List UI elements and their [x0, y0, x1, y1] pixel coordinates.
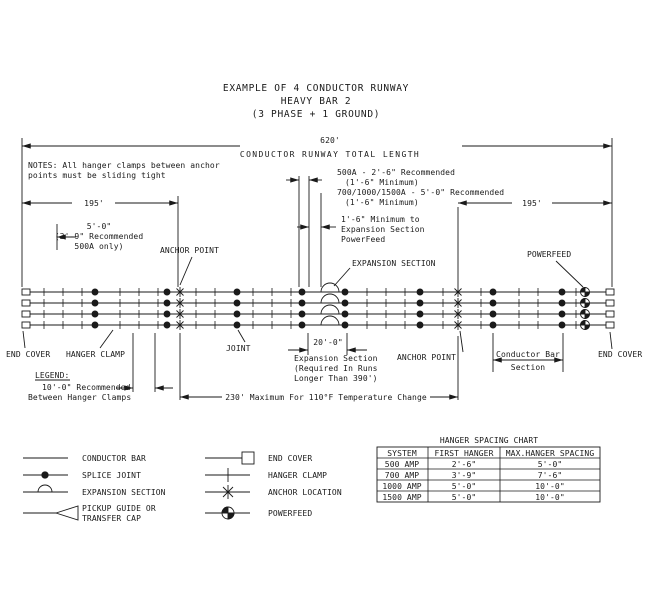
splice-joint-dot	[490, 300, 496, 306]
leader-line	[23, 331, 25, 348]
splice-joint-dot	[559, 322, 565, 328]
powerfeed-quadrant	[581, 288, 586, 293]
anchor-point-callout-right	[397, 331, 463, 362]
splice-joint-dot	[490, 311, 496, 317]
chart-cell: 5'-0"	[451, 493, 477, 502]
splice-joint-dot	[417, 322, 423, 328]
legend-note-block	[28, 333, 173, 402]
splice-joint-dot	[299, 300, 305, 306]
left-run-value: 195'	[84, 199, 104, 208]
splice-joint-dot	[234, 300, 240, 306]
expansion-arc	[321, 283, 339, 292]
hanger-clamp-label: HANGER CLAMP	[66, 350, 125, 359]
legend-label-hanger-clamp: HANGER CLAMP	[268, 471, 327, 480]
splice-joint-dot	[559, 300, 565, 306]
splice-joint-dot	[559, 289, 565, 295]
conductor-bar-section-callout	[493, 333, 563, 372]
end-cover-box	[22, 322, 30, 328]
legend-label-expansion-section: EXPANSION SECTION	[82, 488, 166, 497]
splice-joint-dot	[92, 289, 98, 295]
end-cover-box	[22, 289, 30, 295]
legend-note-line-2: 10'-0" Recommended	[42, 383, 131, 392]
leader-line	[238, 330, 245, 342]
splice-joint-dot	[299, 289, 305, 295]
powerfeed-symbol-quadrant	[222, 507, 228, 513]
splice-joint-dot	[92, 322, 98, 328]
end-cover-box	[22, 300, 30, 306]
splice-joint-dot	[164, 289, 170, 295]
splice-joint-dot	[164, 311, 170, 317]
total-length-value: 620'	[320, 136, 340, 145]
chart-cell: 1000 AMP	[382, 482, 422, 491]
powerfeed-quadrant	[581, 321, 586, 326]
first-hanger-note	[55, 222, 144, 251]
powerfeed-quadrant	[585, 314, 590, 319]
leader-line	[460, 331, 463, 352]
expansion-section-symbol-arc	[38, 485, 52, 492]
chart-cell: 7'-6"	[537, 471, 563, 480]
legend-block	[23, 452, 342, 523]
hanger-clamp-callout	[66, 330, 125, 359]
splice-joint-dot	[342, 322, 348, 328]
powerfeed-label: POWERFEED	[527, 250, 572, 259]
notes-line-1: NOTES: All hanger clamps between anchor	[28, 161, 220, 170]
expansion-clearance-note	[297, 215, 425, 244]
chart-cell: 500 AMP	[384, 460, 420, 469]
splice-joint-dot	[164, 322, 170, 328]
chart-cell: 10'-0"	[535, 493, 565, 502]
joint-label: JOINT	[226, 344, 251, 353]
end-cover-callout-left	[6, 331, 50, 359]
first-hanger-line-3: 500A only)	[74, 242, 124, 251]
dimension-total-length	[22, 136, 612, 287]
notes-block	[28, 161, 220, 180]
legend-label-splice-joint: SPLICE JOINT	[82, 471, 141, 480]
dimension-right-run	[458, 199, 612, 287]
splice-joint-dot	[417, 289, 423, 295]
chart-cell: 10'-0"	[535, 482, 565, 491]
powerfeed-quadrant	[585, 325, 590, 330]
end-cover-label: END COVER	[6, 350, 51, 359]
expansion-arc	[321, 305, 339, 314]
pickup-guide-symbol-funnel	[56, 506, 78, 520]
powerfeed-spacing-line-1: 500A - 2'-6" Recommended	[337, 168, 455, 177]
chart-row	[382, 482, 564, 491]
chart-cell: 2'-6"	[451, 460, 477, 469]
chart-header-max-spacing: MAX.HANGER SPACING	[505, 449, 595, 458]
splice-joint-symbol-dot	[42, 472, 48, 478]
anchor-point-callout-left	[160, 246, 219, 285]
total-length-label: CONDUCTOR RUNWAY TOTAL LENGTH	[239, 150, 421, 159]
chart-cell: 5'-0"	[537, 460, 563, 469]
splice-joint-dot	[342, 311, 348, 317]
expansion-clearance-line-1: 1'-6" Minimum to	[341, 215, 420, 224]
first-hanger-line-1: 5'-0"	[86, 222, 112, 231]
powerfeed-symbol-quadrant	[228, 513, 234, 519]
expansion-arc	[321, 294, 339, 303]
leader-line	[556, 261, 583, 287]
first-hanger-line-2: (3'-9" Recommended	[54, 232, 144, 241]
hanger-spacing-chart	[377, 436, 600, 502]
end-cover-box	[606, 322, 614, 328]
expansion-arc	[321, 316, 339, 325]
expansion-section-label: EXPANSION SECTION	[352, 259, 436, 268]
splice-joint-dot	[559, 311, 565, 317]
joint-callout	[226, 330, 251, 353]
chart-cell: 3'-9"	[451, 471, 477, 480]
splice-joint-dot	[417, 300, 423, 306]
leader-line	[334, 268, 350, 286]
powerfeed-quadrant	[585, 303, 590, 308]
powerfeed-quadrant	[581, 310, 586, 315]
legend-label-pickup-guide-2: TRANSFER CAP	[82, 514, 141, 523]
powerfeed-quadrant	[585, 292, 590, 297]
powerfeed-spacing-line-4: (1'-6" Minimum)	[345, 198, 419, 207]
chart-cell: 700 AMP	[384, 471, 420, 480]
end-cover-box	[606, 289, 614, 295]
end-cover-box	[606, 311, 614, 317]
end-cover-symbol-box	[242, 452, 254, 464]
end-cover-box	[606, 300, 614, 306]
splice-joint-dot	[234, 311, 240, 317]
leader-line	[610, 332, 612, 349]
legend-note-heading: LEGEND:	[35, 371, 70, 380]
splice-joint-dot	[490, 322, 496, 328]
end-cover-box	[22, 311, 30, 317]
splice-joint-dot	[164, 300, 170, 306]
expansion-dim-line-2: Expansion Section	[294, 354, 378, 363]
legend-label-anchor-location: ANCHOR LOCATION	[268, 488, 342, 497]
expansion-dimension-block	[288, 333, 378, 383]
splice-joint-dot	[490, 289, 496, 295]
splice-joint-dot	[342, 300, 348, 306]
expansion-clearance-line-2: Expansion Section	[341, 225, 425, 234]
splice-joint-dot	[234, 322, 240, 328]
chart-row	[382, 493, 564, 502]
leader-line	[180, 257, 192, 285]
chart-header-system: SYSTEM	[387, 449, 417, 458]
anchor-point-label: ANCHOR POINT	[397, 353, 456, 362]
splice-joint-dot	[342, 289, 348, 295]
legend-label-end-cover: END COVER	[268, 454, 313, 463]
chart-cell: 5'-0"	[451, 482, 477, 491]
conductor-bar-section-line-1: Conductor Bar	[496, 350, 560, 359]
powerfeed-spacing-line-3: 700/1000/1500A - 5'-0" Recommended	[337, 188, 505, 197]
powerfeed-callout	[527, 250, 583, 287]
expansion-dim-line-3: (Required In Runs	[294, 364, 378, 373]
splice-joint-dot	[417, 311, 423, 317]
notes-line-2: points must be sliding tight	[28, 171, 166, 180]
title-line-1: EXAMPLE OF 4 CONDUCTOR RUNWAY	[222, 83, 410, 94]
conductor-runway	[22, 283, 614, 330]
expansion-dim-value: 20'-0"	[313, 338, 343, 347]
expansion-clearance-line-3: PowerFeed	[341, 235, 386, 244]
legend-label-pickup-guide-1: PICKUP GUIDE OR	[82, 504, 156, 513]
expansion-dim-line-4: Longer Than 390')	[294, 374, 378, 383]
leader-line	[100, 330, 113, 348]
anchor-point-label: ANCHOR POINT	[160, 246, 219, 255]
splice-joint-dot	[299, 322, 305, 328]
splice-joint-dot	[92, 300, 98, 306]
chart-header-first-hanger: FIRST HANGER	[434, 449, 494, 458]
legend-label-conductor-bar: CONDUCTOR BAR	[82, 454, 146, 463]
splice-joint-dot	[92, 311, 98, 317]
title-line-3: (3 PHASE + 1 GROUND)	[251, 109, 381, 120]
right-run-value: 195'	[522, 199, 542, 208]
title-line-2: HEAVY BAR 2	[280, 96, 352, 107]
legend-label-powerfeed: POWERFEED	[268, 509, 313, 518]
conductor-bar-section-line-2: Section	[510, 363, 546, 372]
powerfeed-quadrant	[581, 299, 586, 304]
powerfeed-spacing-line-2: (1'-6" Minimum)	[345, 178, 419, 187]
chart-cell: 1500 AMP	[382, 493, 422, 502]
end-cover-label: END COVER	[598, 350, 643, 359]
splice-joint-dot	[234, 289, 240, 295]
chart-row	[385, 471, 563, 480]
end-cover-callout-right	[598, 332, 642, 359]
splice-joint-dot	[299, 311, 305, 317]
expansion-section-callout	[334, 259, 436, 286]
chart-title: HANGER SPACING CHART	[439, 436, 539, 445]
chart-row	[385, 460, 563, 469]
title-block	[223, 83, 409, 120]
legend-note-line-3: Between Hanger Clamps	[28, 393, 132, 402]
temp-change-label: 230' Maximum For 110°F Temperature Change	[225, 393, 427, 402]
